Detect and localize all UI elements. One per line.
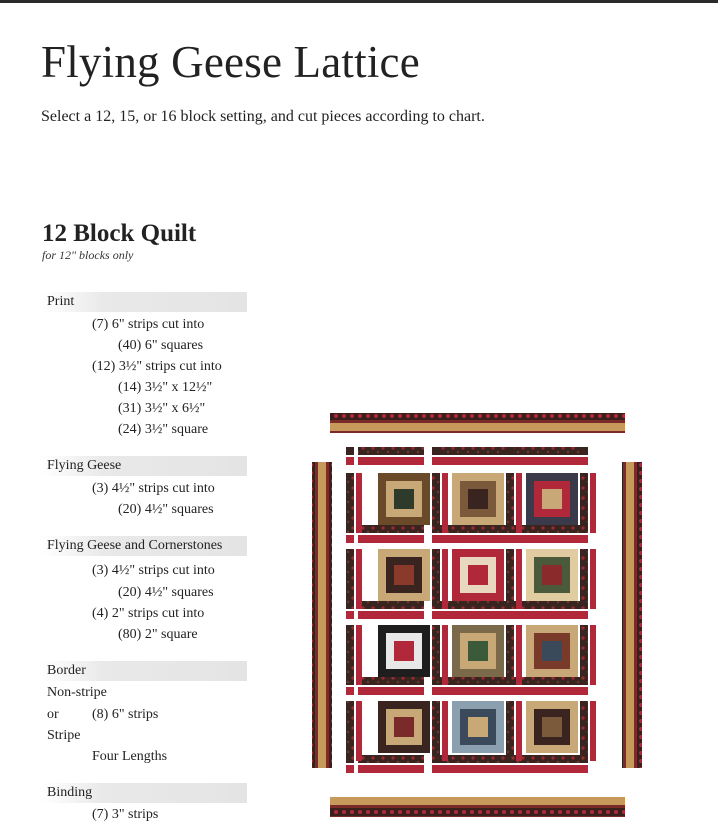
group-heading-binding: Binding bbox=[42, 783, 247, 803]
cornerstone bbox=[506, 765, 514, 773]
quilt-layout-illustration bbox=[300, 405, 645, 825]
cut-line: (20) 4½" squares bbox=[118, 502, 214, 517]
cut-line: Four Lengths bbox=[92, 749, 168, 764]
cornerstone bbox=[580, 687, 588, 695]
sashing-strip bbox=[440, 611, 506, 619]
cut-line: (20) 4½" squares bbox=[118, 585, 214, 600]
sashing-strip bbox=[432, 701, 440, 761]
sashing-strip bbox=[506, 549, 514, 609]
sashing-strip bbox=[358, 677, 424, 685]
sashing-strip bbox=[358, 755, 424, 763]
cornerstone bbox=[580, 611, 588, 619]
sashing-strip bbox=[442, 549, 448, 609]
cornerstone bbox=[432, 447, 440, 455]
sashing-strip bbox=[432, 549, 440, 609]
sashing-strip bbox=[590, 473, 596, 533]
cut-line: or bbox=[47, 707, 59, 722]
sashing-strip bbox=[440, 765, 506, 773]
sashing-strip bbox=[580, 549, 588, 609]
cornerstone bbox=[346, 611, 354, 619]
sashing-strip bbox=[514, 601, 580, 609]
sashing-strip bbox=[442, 701, 448, 761]
border-left bbox=[312, 462, 332, 768]
group-heading-print: Print bbox=[42, 292, 247, 312]
cornerstone bbox=[580, 457, 588, 465]
sashing-strip bbox=[440, 535, 506, 543]
sashing-strip bbox=[514, 535, 580, 543]
sashing-strip bbox=[580, 701, 588, 761]
cut-line: (8) 6" strips bbox=[92, 707, 159, 722]
sashing-strip bbox=[432, 625, 440, 685]
section-title: 12 Block Quilt bbox=[42, 220, 197, 247]
sashing-strip bbox=[514, 677, 580, 685]
cutting-chart bbox=[0, 0, 260, 833]
sashing-strip bbox=[440, 601, 506, 609]
sashing-strip bbox=[440, 687, 506, 695]
sashing-strip bbox=[440, 457, 506, 465]
border-right bbox=[622, 462, 642, 768]
cut-line: Stripe bbox=[47, 728, 81, 743]
cut-line: Non-stripe bbox=[47, 685, 107, 700]
group-heading-border: Border bbox=[42, 661, 247, 681]
sashing-strip bbox=[358, 525, 424, 533]
sashing-strip bbox=[358, 447, 424, 455]
sashing-strip bbox=[514, 447, 580, 455]
sashing-strip bbox=[590, 701, 596, 761]
sashing-strip bbox=[440, 677, 506, 685]
cornerstone bbox=[506, 687, 514, 695]
sashing-strip bbox=[514, 525, 580, 533]
sashing-strip bbox=[346, 701, 354, 761]
sashing-strip bbox=[358, 611, 424, 619]
sashing-strip bbox=[440, 447, 506, 455]
sashing-strip bbox=[506, 701, 514, 761]
sashing-strip bbox=[442, 473, 448, 533]
group-heading-flying-geese: Flying Geese bbox=[42, 456, 247, 476]
cornerstone bbox=[432, 687, 440, 695]
sashing-strip bbox=[516, 625, 522, 685]
sashing-strip bbox=[356, 625, 362, 685]
cornerstone bbox=[346, 687, 354, 695]
cornerstone bbox=[506, 457, 514, 465]
sashing-strip bbox=[358, 457, 424, 465]
sashing-strip bbox=[356, 701, 362, 761]
cornerstone bbox=[346, 457, 354, 465]
cut-line: (14) 3½" x 12½" bbox=[118, 380, 213, 395]
cornerstone bbox=[580, 447, 588, 455]
border-bottom bbox=[330, 797, 625, 817]
cut-line: (24) 3½" square bbox=[118, 422, 209, 437]
cornerstone bbox=[346, 535, 354, 543]
sashing-strip bbox=[346, 549, 354, 609]
sashing-strip bbox=[590, 549, 596, 609]
cornerstone bbox=[346, 447, 354, 455]
sashing-strip bbox=[516, 473, 522, 533]
cornerstone bbox=[432, 765, 440, 773]
cornerstone bbox=[506, 447, 514, 455]
sashing-strip bbox=[440, 755, 506, 763]
sashing-strip bbox=[514, 755, 580, 763]
sashing-strip bbox=[514, 765, 580, 773]
sashing-strip bbox=[432, 473, 440, 533]
border-top bbox=[330, 413, 625, 433]
cornerstone bbox=[506, 611, 514, 619]
cornerstone bbox=[506, 535, 514, 543]
intro-text: Select a 12, 15, or 16 block setting, and cut pieces according to chart. bbox=[41, 108, 485, 125]
sashing-strip bbox=[506, 625, 514, 685]
sashing-strip bbox=[358, 687, 424, 695]
sashing-strip bbox=[514, 687, 580, 695]
cut-line: (40) 6" squares bbox=[118, 338, 204, 353]
cornerstone bbox=[432, 457, 440, 465]
sashing-strip bbox=[346, 473, 354, 533]
sashing-strip bbox=[514, 457, 580, 465]
sashing-strip bbox=[346, 625, 354, 685]
cut-line: (7) 3" strips bbox=[92, 807, 159, 822]
cut-line: (4) 2" strips cut into bbox=[92, 606, 205, 621]
page-title: Flying Geese Lattice bbox=[41, 37, 420, 87]
sashing-strip bbox=[580, 473, 588, 533]
sashing-strip bbox=[358, 535, 424, 543]
sashing-strip bbox=[358, 601, 424, 609]
sashing-strip bbox=[514, 611, 580, 619]
sashing-strip bbox=[440, 525, 506, 533]
cornerstone bbox=[432, 611, 440, 619]
cornerstone bbox=[346, 765, 354, 773]
group-heading-geese-cornerstones: Flying Geese and Cornerstones bbox=[42, 536, 247, 556]
cornerstone bbox=[580, 765, 588, 773]
cut-line: (31) 3½" x 6½" bbox=[118, 401, 206, 416]
sashing-strip bbox=[356, 473, 362, 533]
cut-line: (3) 4½" strips cut into bbox=[92, 481, 215, 496]
sashing-strip bbox=[442, 625, 448, 685]
sashing-strip bbox=[580, 625, 588, 685]
cut-line: (7) 6" strips cut into bbox=[92, 317, 205, 332]
sashing-strip bbox=[506, 473, 514, 533]
sashing-strip bbox=[516, 549, 522, 609]
cornerstone bbox=[432, 535, 440, 543]
cut-line: (3) 4½" strips cut into bbox=[92, 563, 215, 578]
sashing-strip bbox=[590, 625, 596, 685]
sashing-strip bbox=[516, 701, 522, 761]
section-subtitle: for 12" blocks only bbox=[42, 248, 134, 262]
sashing-strip bbox=[358, 765, 424, 773]
cornerstone bbox=[580, 535, 588, 543]
cut-line: (80) 2" square bbox=[118, 627, 198, 642]
cut-line: (12) 3½" strips cut into bbox=[92, 359, 222, 374]
sashing-strip bbox=[356, 549, 362, 609]
